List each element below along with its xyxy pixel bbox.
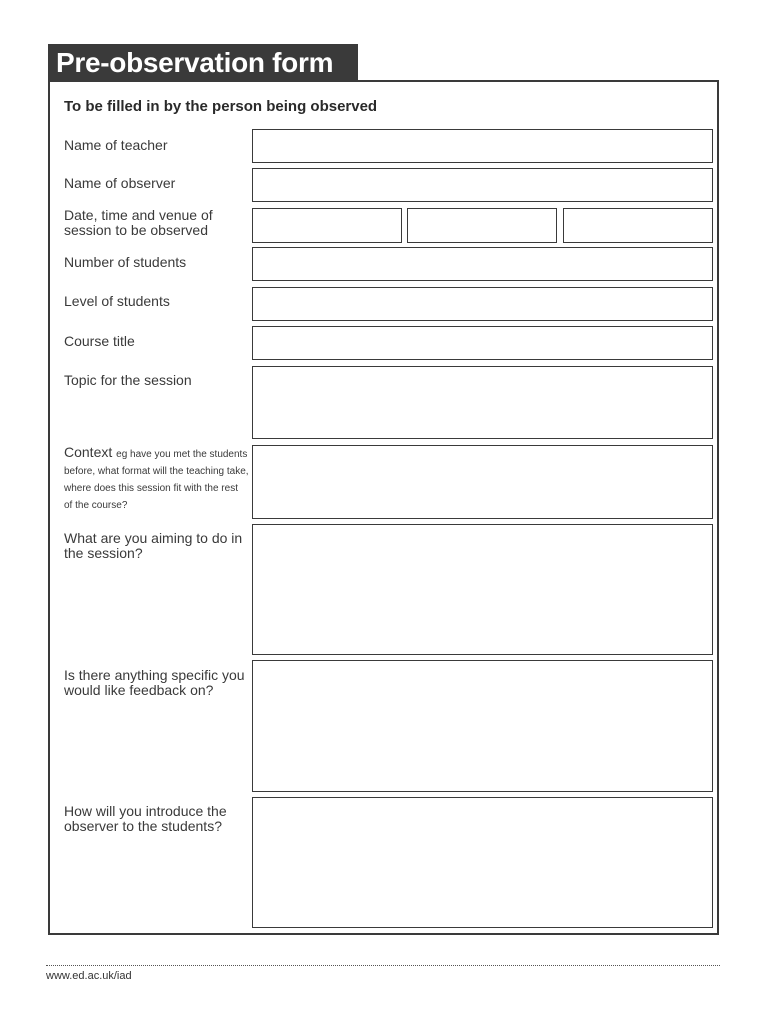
teacher-name-label: Name of teacher (64, 137, 168, 153)
session-date-field[interactable] (252, 208, 402, 243)
aims-field[interactable] (252, 524, 713, 655)
date-time-venue-label: Date, time and venue of session to be observed (64, 207, 213, 238)
context-hint: eg have you met the students before, what format will the teaching take, where does this session fit with the rest of the course? (64, 449, 249, 511)
context-label-main: Context (64, 444, 113, 460)
teacher-name-field[interactable] (252, 129, 713, 163)
num-students-field[interactable] (252, 247, 713, 281)
observer-name-field[interactable] (252, 168, 713, 202)
session-time-field[interactable] (407, 208, 557, 243)
course-title-label: Course title (64, 333, 135, 349)
context-field[interactable] (252, 445, 713, 519)
context-label (64, 445, 249, 513)
observer-name-label: Name of observer (64, 175, 176, 191)
feedback-label: Is there anything specific you would like feedback on? (64, 667, 245, 698)
feedback-field[interactable] (252, 660, 713, 792)
form-instruction: To be filled in by the person being observed (64, 98, 378, 115)
course-title-field[interactable] (252, 326, 713, 360)
topic-label: Topic for the session (64, 372, 192, 388)
topic-field[interactable] (252, 366, 713, 439)
introduce-field[interactable] (252, 797, 713, 928)
form-title: Pre-observation form (48, 44, 358, 81)
footer-divider (46, 965, 720, 966)
level-students-field[interactable] (252, 287, 713, 321)
session-venue-field[interactable] (563, 208, 713, 243)
level-students-label: Level of students (64, 293, 170, 309)
num-students-label: Number of students (64, 254, 187, 270)
aims-label: What are you aiming to do in the session? (64, 530, 243, 561)
introduce-label: How will you introduce the observer to the students? (64, 803, 227, 834)
footer-url[interactable]: www.ed.ac.uk/iad (46, 970, 132, 982)
